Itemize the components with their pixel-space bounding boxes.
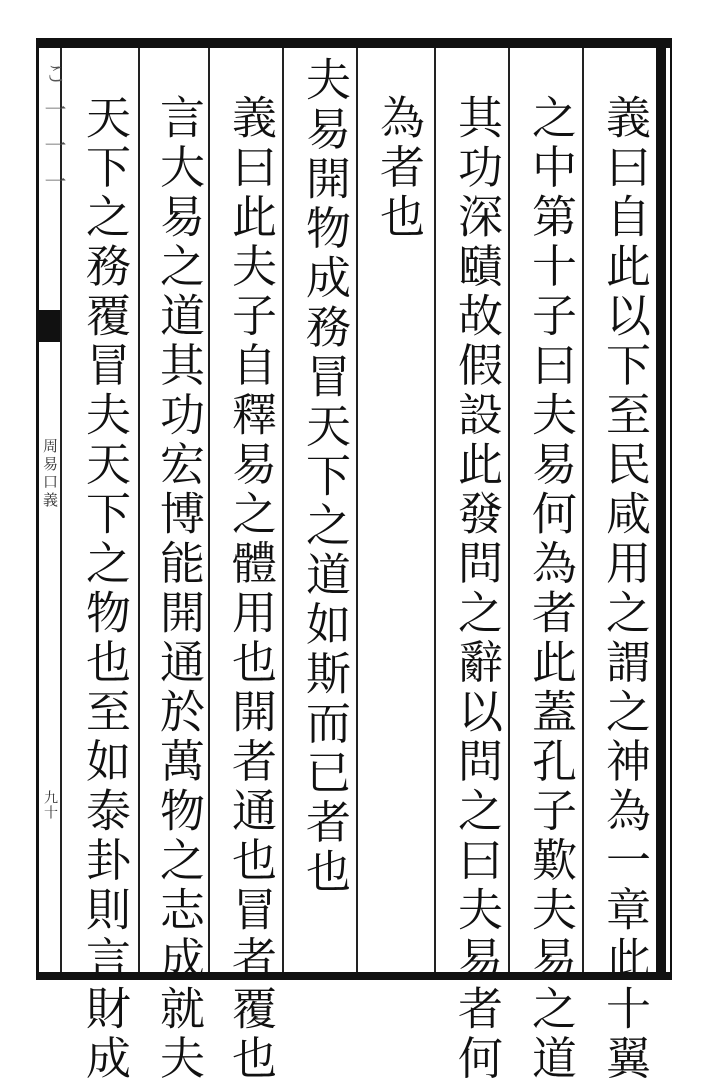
frame-top-border (36, 38, 672, 48)
text-column-3: 其功深賾故假設此發問之辭以問之曰夫易者何 (450, 94, 503, 1084)
text-column-4: 為者也 (372, 94, 425, 243)
column-divider (582, 48, 584, 972)
fishtail-marker (38, 310, 60, 342)
margin-top-marks: こ一一一 (41, 62, 66, 206)
column-divider (356, 48, 358, 972)
column-divider (282, 48, 284, 972)
frame-right-thin-border (670, 38, 672, 980)
text-column-1: 義曰自此以下至民咸用之謂之神為一章此十翼 (598, 94, 651, 1084)
text-column-5: 夫易開物成務冒天下之道如斯而已者也 (298, 56, 351, 898)
margin-page-number: 九十 (42, 790, 58, 820)
column-divider (138, 48, 140, 972)
text-column-7: 言大易之道其功宏博能開通於萬物之志成就夫 (152, 94, 205, 1084)
column-divider (508, 48, 510, 972)
text-column-2: 之中第十子曰夫易何為者此蓋孔子歎夫易之道 (524, 94, 577, 1084)
text-column-8: 天下之務覆冒夫天下之物也至如泰卦則言財成 (78, 94, 131, 1084)
text-column-6: 義曰此夫子自釋易之體用也開者通也冒者覆也 (224, 94, 277, 1084)
frame-right-border (656, 38, 666, 980)
column-divider (434, 48, 436, 972)
margin-book-title: 周易口義 (41, 438, 59, 510)
column-divider (208, 48, 210, 972)
